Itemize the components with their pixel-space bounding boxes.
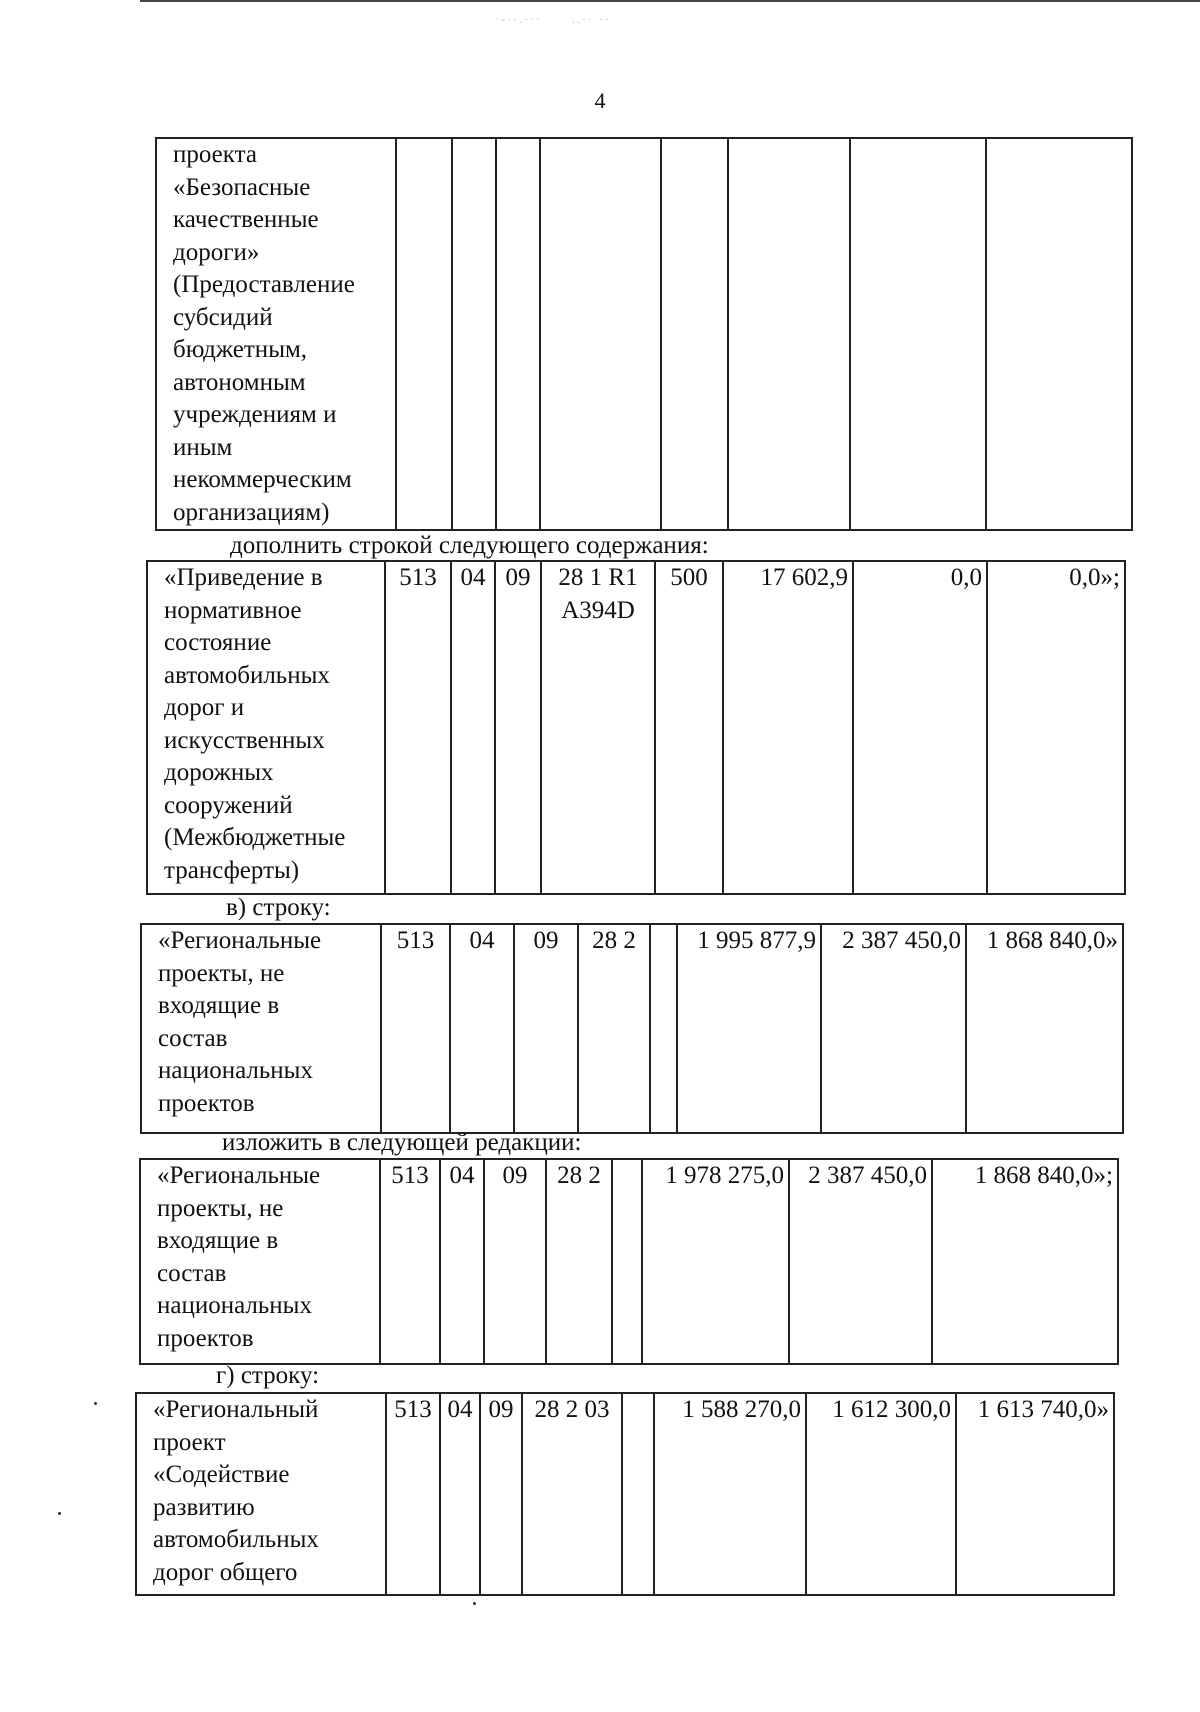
- table-new-row: [146, 560, 1126, 895]
- section-cell: 04: [440, 1159, 484, 1364]
- section-cell: 04: [450, 924, 514, 1133]
- table-continuation: [155, 137, 1133, 531]
- instruction-row-v: в) строку:: [226, 894, 331, 921]
- type-cell: [622, 1393, 654, 1595]
- row-name-cell: проекта «Безопасные качественные дороги» (Предоставление субсидий бюджетным, автономным учреждениям и иным некоммерческим организациям): [156, 138, 396, 530]
- row-name-cell: «Региональный проект «Содействие развитию автомобильных дорог общего: [136, 1393, 386, 1595]
- instruction-row-g: г) строку:: [216, 1362, 320, 1389]
- type-cell: [612, 1159, 642, 1364]
- year3-cell: 0,0»;: [987, 561, 1125, 894]
- code-cell: 513: [385, 561, 451, 894]
- table-replacement-row: [139, 1158, 1119, 1365]
- target-cell: [540, 138, 661, 530]
- scan-speck: [94, 1402, 97, 1405]
- year1-cell: 1 978 275,0: [642, 1159, 789, 1364]
- target-cell: 28 2: [578, 924, 650, 1133]
- subsection-cell: 09: [514, 924, 578, 1133]
- year2-cell: [850, 138, 986, 530]
- section-cell: 04: [451, 561, 495, 894]
- target-cell: 28 1 R1 A394D: [541, 561, 655, 894]
- year1-cell: [728, 138, 850, 530]
- type-cell: [650, 924, 677, 1133]
- subsection-cell: [496, 138, 540, 530]
- year2-cell: 2 387 450,0: [789, 1159, 932, 1364]
- row-name-cell: «Региональные проекты, не входящие в состав национальных проектов: [140, 1159, 380, 1364]
- year2-cell: 2 387 450,0: [821, 924, 966, 1133]
- code-cell: [396, 138, 452, 530]
- subsection-cell: 09: [484, 1159, 546, 1364]
- year3-cell: [986, 138, 1132, 530]
- row-name-cell: «Региональные проекты, не входящие в состав национальных проектов: [141, 924, 381, 1133]
- year3-cell: 1 613 740,0»: [956, 1393, 1114, 1595]
- year2-cell: 0,0: [853, 561, 987, 894]
- target-cell: 28 2 03: [522, 1393, 622, 1595]
- scan-speck: [473, 1602, 476, 1605]
- code-cell: 513: [380, 1159, 440, 1364]
- instruction-add-row: дополнить строкой следующего содержания:: [230, 532, 709, 559]
- year1-cell: 17 602,9: [723, 561, 853, 894]
- row-name-cell: «Приведение в нормативное состояние автомобильных дорог и искусственных дорожных сооружений (Межбюджетные трансферты): [147, 561, 385, 894]
- section-cell: 04: [440, 1393, 480, 1595]
- type-cell: [661, 138, 728, 530]
- year3-cell: 1 868 840,0»: [966, 924, 1123, 1133]
- year2-cell: 1 612 300,0: [806, 1393, 956, 1595]
- top-rule: [140, 0, 1200, 2]
- table-old-row-g: [135, 1392, 1115, 1596]
- table-old-row-v: [140, 923, 1124, 1134]
- subsection-cell: 09: [480, 1393, 522, 1595]
- section-cell: [452, 138, 496, 530]
- year1-cell: 1 588 270,0: [654, 1393, 806, 1595]
- type-cell: 500: [655, 561, 723, 894]
- target-cell: 28 2: [546, 1159, 612, 1364]
- year3-cell: 1 868 840,0»;: [932, 1159, 1118, 1364]
- subsection-cell: 09: [495, 561, 541, 894]
- year1-cell: 1 995 877,9: [677, 924, 821, 1133]
- scan-noise: ·-··.··· ..·· ··: [495, 12, 611, 26]
- instruction-new-edition: изложить в следующей редакции:: [222, 1129, 582, 1156]
- code-cell: 513: [381, 924, 450, 1133]
- scan-speck: [58, 1512, 61, 1515]
- page-number: 4: [594, 88, 606, 113]
- code-cell: 513: [386, 1393, 440, 1595]
